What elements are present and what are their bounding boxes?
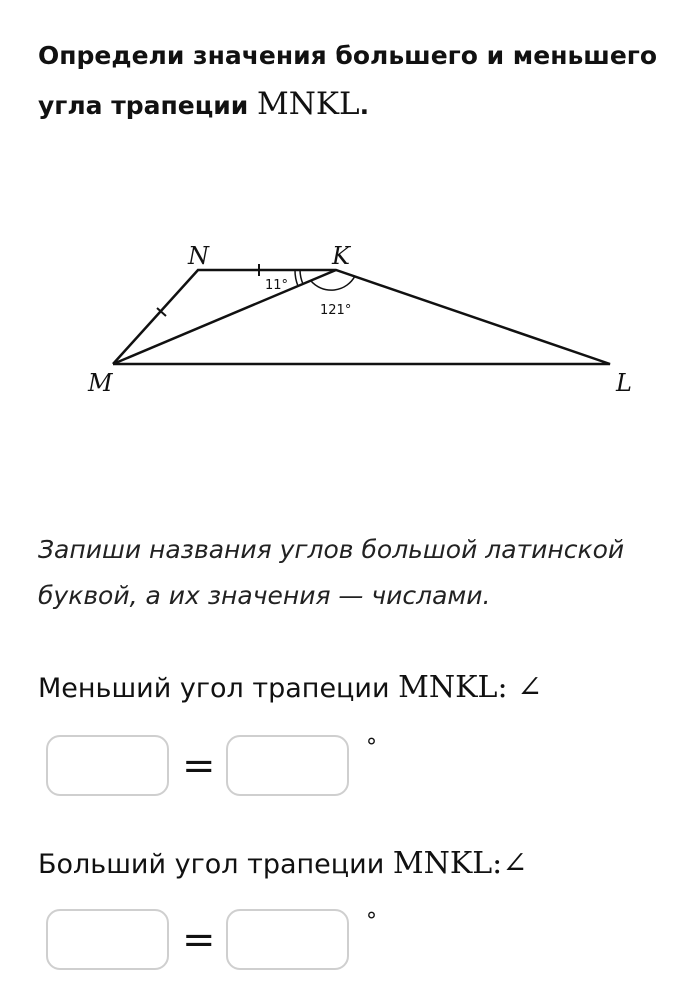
question-larger-angle	[38, 844, 527, 885]
trapezoid-figure	[0, 225, 681, 415]
trapezoid-outline	[113, 270, 610, 364]
vertex-label-k: K	[332, 242, 350, 270]
instruction-text: Запиши названия углов большой латинской буквой, а их значения — числами.	[38, 535, 625, 610]
title-math: MNKL	[257, 86, 360, 122]
smaller-angle-name-input[interactable]	[46, 735, 169, 796]
angle-arc-small-2	[295, 270, 298, 286]
smaller-angle-value-input[interactable]	[226, 735, 349, 796]
angle-arc-small-1	[300, 270, 303, 284]
degree-symbol: °	[366, 909, 377, 934]
vertex-label-m: M	[88, 369, 113, 397]
question-smaller-angle	[38, 668, 542, 709]
angle-symbol: : ∠	[497, 670, 543, 705]
equals-sign: =	[182, 743, 216, 789]
question-label: Больший угол трапеции	[38, 849, 393, 880]
title-text: Определи значения большего и меньшего угла трапеции	[38, 41, 658, 120]
question-math: MNKL	[392, 846, 493, 881]
question-math: MNKL	[398, 670, 498, 705]
title-end: .	[359, 91, 370, 120]
angle-label-small: 11°	[265, 278, 289, 293]
equals-sign: =	[182, 917, 216, 963]
angle-label-large: 121°	[320, 303, 352, 318]
question-label: Меньший угол трапеции	[38, 673, 399, 704]
larger-angle-name-input[interactable]	[46, 909, 169, 970]
larger-angle-value-input[interactable]	[226, 909, 349, 970]
angle-symbol: :∠	[492, 846, 528, 881]
vertex-label-l: L	[616, 369, 632, 397]
degree-symbol: °	[366, 735, 377, 760]
task-title	[38, 32, 668, 130]
vertex-label-n: N	[188, 242, 209, 270]
